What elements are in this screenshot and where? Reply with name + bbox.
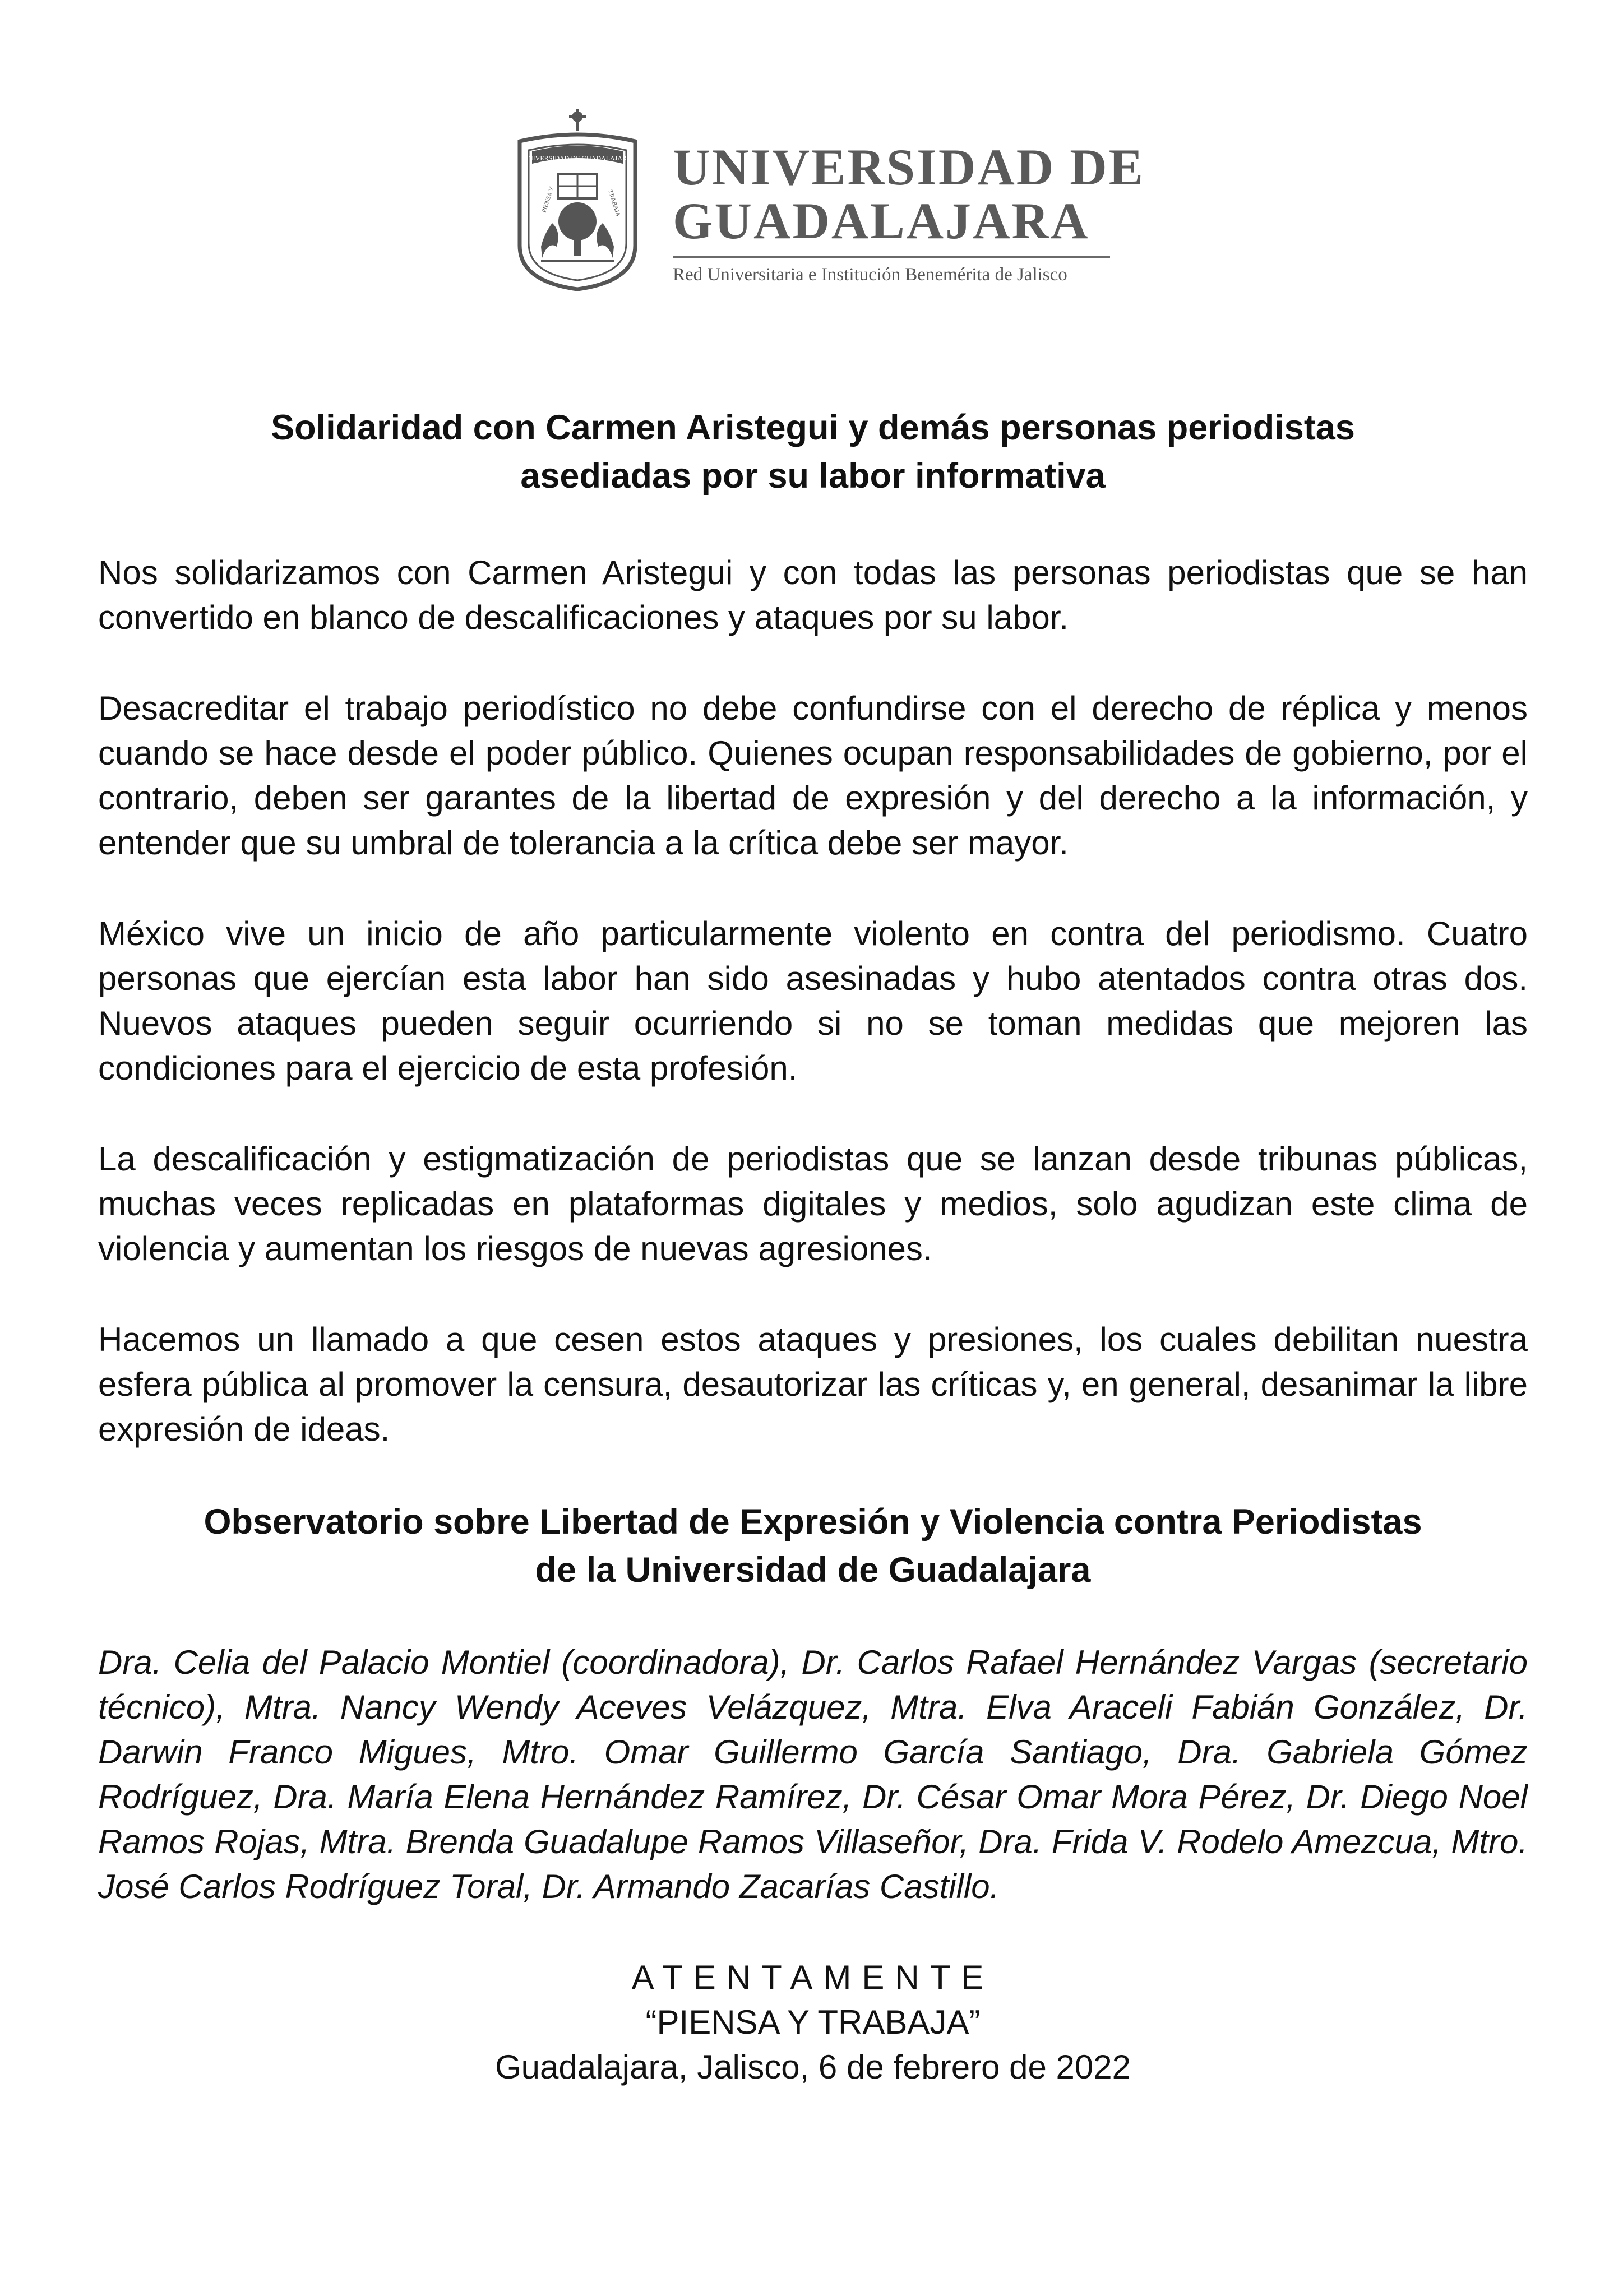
document-body bbox=[98, 404, 1528, 2090]
svg-text:UNIVERSIDAD DE GUADALAJARA: UNIVERSIDAD DE GUADALAJARA bbox=[523, 154, 632, 162]
university-seal-icon bbox=[513, 107, 642, 291]
closing-block bbox=[98, 1955, 1528, 2090]
paragraph: Desacreditar el trabajo periodístico no debe confundirse con el derecho de réplica y menos cuando se hace desde el poder público. Quienes ocupan responsabilidades de gobierno, por el contrario, deben ser garantes de la libertad de expresión y del derecho a la información, y entender que su umbral de tolerancia a la crítica debe ser mayor. bbox=[98, 689, 1528, 862]
paragraph: México vive un inicio de año particularmente violento en contra del periodismo. Cuatro personas que ejercían esta labor han sido asesinadas y hubo atentados contra otras dos. Nuevos ataques pueden seguir ocurriendo si no se toman medidas que mejoren las condiciones para el ejercicio de esta profesión. bbox=[98, 915, 1528, 1087]
closing-motto: “PIENSA Y TRABAJA” bbox=[645, 2003, 981, 2041]
paragraph: La descalificación y estigmatización de periodistas que se lanzan desde tribunas públicas, muchas veces replicadas en plataformas digitales y medios, solo agudizan este clima de violencia y aumentan los riesgos de nuevas agresiones. bbox=[98, 1140, 1528, 1267]
svg-text:PIENSA Y: PIENSA Y bbox=[540, 186, 556, 214]
paragraph: Nos solidarizamos con Carmen Aristegui y con todas las personas periodistas que se han convertido en blanco de descalificaciones y ataques por su labor. bbox=[98, 554, 1528, 636]
document-title bbox=[98, 404, 1528, 500]
svg-text:TRABAJA: TRABAJA bbox=[607, 189, 622, 218]
university-subtitle: Red Universitaria e Institución Benemérita de Jalisco bbox=[673, 265, 1067, 285]
university-name bbox=[673, 138, 1145, 285]
university-logo bbox=[513, 107, 1145, 291]
university-name-line2: GUADALAJARA bbox=[673, 192, 1090, 249]
university-divider bbox=[673, 256, 1110, 258]
closing-place-date: Guadalajara, Jalisco, 6 de febrero de 2022 bbox=[494, 2048, 1131, 2086]
paragraph: Hacemos un llamado a que cesen estos ataques y presiones, los cuales debilitan nuestra esfera pública al promover la censura, desautorizar las críticas y, en general, desanimar la libre expresión de ideas. bbox=[98, 1321, 1528, 1448]
signing-organization-line2: de la Universidad de Guadalajara bbox=[535, 1550, 1091, 1590]
university-name-line1: UNIVERSIDAD DE bbox=[673, 138, 1145, 196]
signing-organization-line1: Observatorio sobre Libertad de Expresión y Violencia contra Periodistas bbox=[204, 1502, 1422, 1542]
closing-salutation: ATENTAMENTE bbox=[631, 1959, 995, 1996]
document-title-line1: Solidaridad con Carmen Aristegui y demás personas periodistas bbox=[271, 408, 1355, 447]
signers-list: Dra. Celia del Palacio Montiel (coordinadora), Dr. Carlos Rafael Hernández Vargas (secretario técnico), Mtra. Nancy Wendy Aceves Velázquez, Mtra. Elva Araceli Fabián González, Dr. Darwin Franco Migues, Mtro. Omar Guillermo García Santiago, Dra. Gabriela Gómez Rodríguez, Dra. María Elena Hernández Ramírez, Dr. César Omar Mora Pérez, Dr. Diego Noel Ramos Rojas, Mtra. Brenda Guadalupe Ramos Villaseñor, Dra. Frida V. Rodelo Amezcua, Mtro. José Carlos Rodríguez Toral, Dr. Armando Zacarías Castillo. bbox=[98, 1644, 1528, 1905]
signing-organization bbox=[98, 1498, 1528, 1594]
document-title-line2: asediadas por su labor informativa bbox=[520, 456, 1106, 496]
